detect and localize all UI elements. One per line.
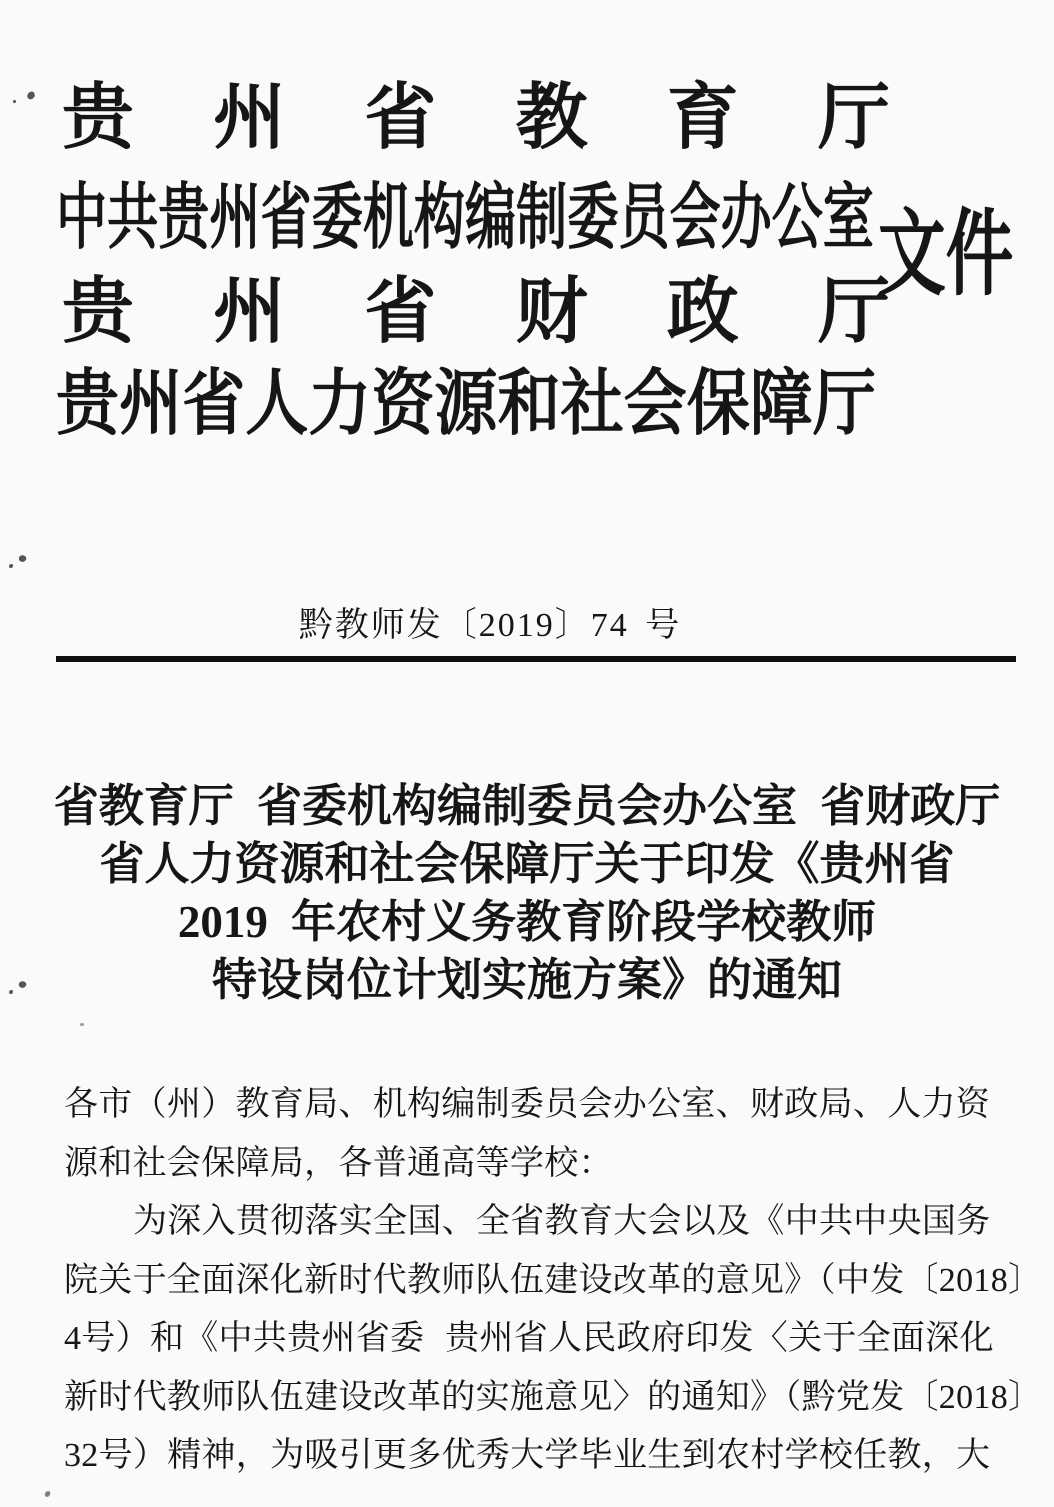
title-line: 省教育厅 省委机构编制委员会办公室 省财政厅 xyxy=(53,781,1001,831)
letterhead-divider-rule xyxy=(56,656,1016,662)
title-line: 2019 年农村义务教育阶段学校教师 xyxy=(177,897,877,947)
body-paragraph-line: 32号）精神，为吸引更多优秀大学毕业生到农村学校任教，大 xyxy=(64,1437,991,1474)
scan-speck xyxy=(13,100,16,103)
body-paragraph-line: 为深入贯彻落实全国、全省教育大会以及《中共中央国务 xyxy=(133,1203,991,1240)
scan-speck xyxy=(26,90,36,100)
body-paragraph-line: 4号）和《中共贵州省委 贵州省人民政府印发〈关于全面深化 xyxy=(64,1320,994,1357)
letterhead-doctype-label: 文件 xyxy=(878,203,1014,307)
body-paragraph-line: 院关于全面深化新时代教师队伍建设改革的意见》（中发〔2018〕 xyxy=(64,1261,1043,1299)
title-line: 特设岗位计划实施方案》的通知 xyxy=(211,955,842,1005)
scan-speck xyxy=(18,554,28,564)
document-reference-number: 黔教师发〔2019〕74 号 xyxy=(298,607,682,644)
title-line: 省人力资源和社会保障厅关于印发《贵州省 xyxy=(99,839,955,889)
scan-speck xyxy=(44,1490,51,1497)
body-paragraph-line: 新时代教师队伍建设改革的实施意见〉的通知》（黔党发〔2018〕 xyxy=(64,1378,1043,1416)
document-title xyxy=(0,777,1054,1009)
letterhead-agency-hr-social-security-dept: 贵州省人力资源和社会保障厅 xyxy=(56,364,876,444)
body-salutation-line: 源和社会保障局，各普通高等学校： xyxy=(64,1144,613,1182)
letterhead-agency-party-committee-office: 中共贵州省委机构编制委员会办公室 xyxy=(56,178,874,258)
scan-speck xyxy=(9,564,13,568)
letterhead-agency-education-dept: 贵 州 省 教 育 厅 xyxy=(62,78,890,158)
document-body xyxy=(64,1076,1043,1486)
letterhead-agency-finance-dept: 贵 州 省 财 政 厅 xyxy=(62,272,890,352)
scan-speck xyxy=(80,1023,84,1026)
body-salutation-line: 各市（州）教育局、机构编制委员会办公室、财政局、人力资 xyxy=(64,1086,991,1123)
